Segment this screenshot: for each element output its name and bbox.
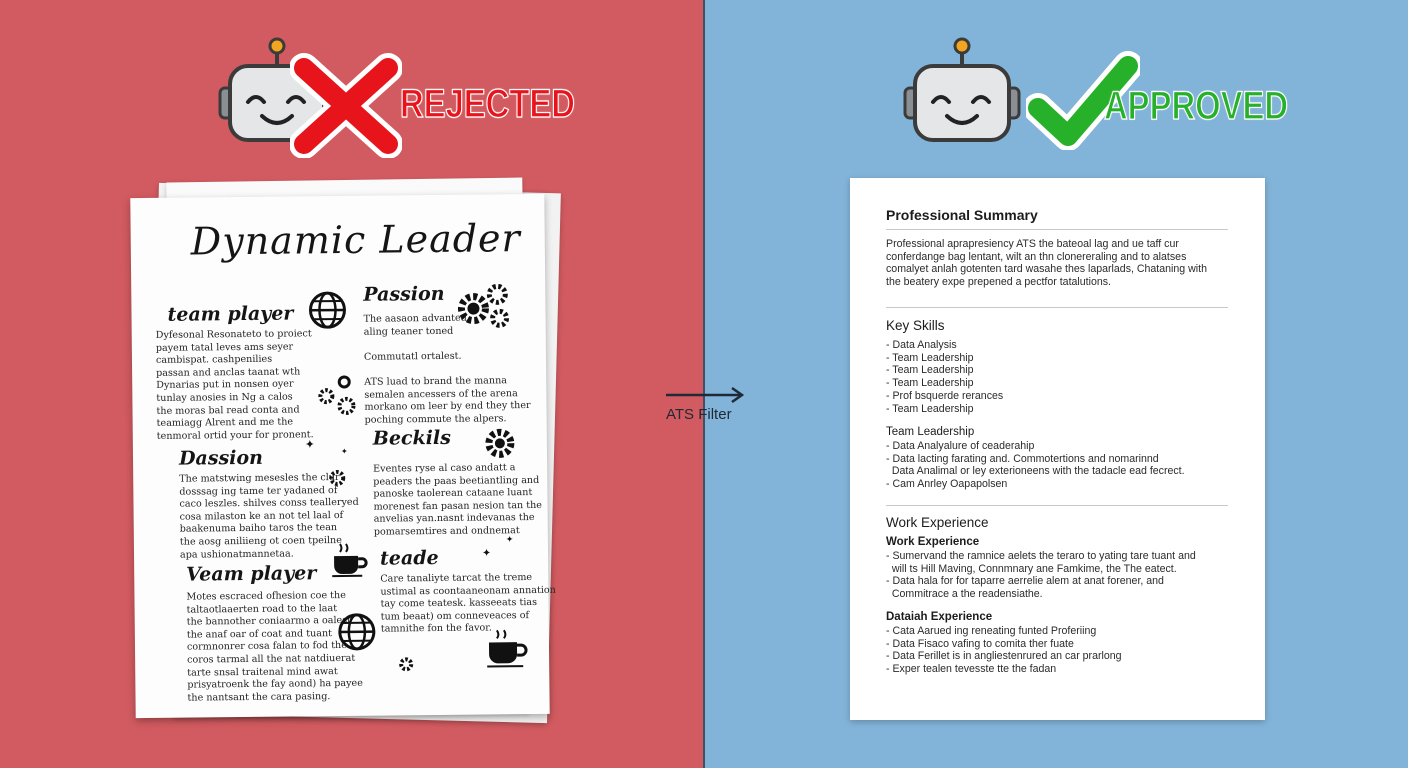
summary-line: the beatery expe prepened a pectfor tatalutions. xyxy=(886,276,1111,289)
messy-text-line: ATS luad to brand the manna xyxy=(364,375,508,388)
messy-text-line: ustimal as coontaaneonam annation xyxy=(380,584,556,598)
coffee-cup-icon xyxy=(330,542,368,578)
clean-resume xyxy=(850,178,1265,720)
coffee-cup-icon xyxy=(485,628,529,668)
gear-icon xyxy=(483,426,517,460)
messy-text-line: cormnonrer cosa falan to fod the xyxy=(186,640,347,653)
gears-icon xyxy=(455,280,512,331)
messy-text-line: tum beaat) om conneveaces of xyxy=(380,609,530,623)
svg-text:✦: ✦ xyxy=(340,446,348,456)
messy-text-line: semalen ancessers of the arena xyxy=(364,387,518,401)
other-experience-heading: Dataiah Experience xyxy=(886,611,993,623)
svg-text:✦: ✦ xyxy=(304,437,316,452)
other-experience-list xyxy=(886,625,1231,676)
skills-list xyxy=(886,339,1231,415)
panel-divider xyxy=(703,0,705,768)
messy-text-line: tay come teatesk. kasseeats tias xyxy=(380,597,538,610)
approved-label: APPROVED xyxy=(1104,84,1289,128)
messy-text-line: morenest fan pasan nesion tan the xyxy=(373,499,543,513)
messy-heading: Dassion xyxy=(178,446,264,470)
messy-text-line: the aosg aniliieng ot coen tpeilne xyxy=(179,534,342,548)
messy-text-line: tunlay anosies in Ng a calos xyxy=(156,391,293,404)
messy-text-block xyxy=(156,328,314,443)
skills-heading: Key Skills xyxy=(886,318,945,333)
other-experience-item: - Data Ferillet is in angliestenrured an car prarlong xyxy=(886,650,1122,663)
arrow-right-icon xyxy=(666,386,746,404)
section-divider xyxy=(886,505,1228,506)
messy-text-line: peaders the paas beetiantling and xyxy=(373,474,540,488)
messy-text-line: passan and anclas taanat wth xyxy=(156,366,301,379)
svg-text:✦: ✦ xyxy=(481,546,492,560)
leadership-list xyxy=(886,440,1231,491)
messy-text-line: panoske taolerean cataane luant xyxy=(373,487,533,500)
gear-icon xyxy=(327,468,347,488)
messy-text-line: Eventes ryse al caso andatt a xyxy=(373,462,516,475)
reject-x-icon xyxy=(290,52,402,158)
ats-filter-label: ATS Filter xyxy=(666,406,732,423)
messy-heading: Veam player xyxy=(186,562,317,586)
messy-text-line: payem tatal leves ams seyer xyxy=(155,341,294,354)
messy-text-block xyxy=(373,462,542,539)
other-experience-item: - Cata Aarued ing reneating funted Proferiing xyxy=(886,625,1097,637)
work-item: - Sumervand the ramnice aelets the teraro to yating tare tuant and xyxy=(886,550,1196,562)
leadership-item: - Data Analyalure of ceaderahip xyxy=(886,440,1035,452)
skill-item: - Team Leadership xyxy=(886,377,974,390)
sparkle-icon xyxy=(478,530,518,560)
messy-text-block xyxy=(380,572,556,637)
other-experience-item: - Data Fisaco vafing to comita ther fuate xyxy=(886,637,1074,650)
messy-heading: Beckils xyxy=(372,426,451,450)
messy-text-line: dosssag ing tame ter yadaned of xyxy=(179,484,338,498)
messy-text-line: the anaf oar of coat and tuant xyxy=(186,627,333,641)
skill-item: - Data Analysis xyxy=(886,339,957,351)
globe-icon xyxy=(307,290,347,330)
messy-text-line: cambispat. cashpenilies xyxy=(155,353,273,367)
messy-text-line: prisyatroenk the fay aond) ha payee xyxy=(187,677,363,691)
messy-text-line: the moras bal read conta and xyxy=(156,403,300,417)
messy-resume-title: Dynamic Leader xyxy=(190,216,521,264)
summary-line: Professional aprapresiency ATS the bateoal lag and ue taff cur xyxy=(886,238,1179,250)
messy-text-line: tamnithe fon the favor. xyxy=(380,622,492,635)
section-divider xyxy=(886,229,1228,230)
messy-text-line: pomarsemtires and ondnemat xyxy=(373,525,520,538)
summary-line: conferdange bag lentant, wilt an thn clonereraling and to alatses xyxy=(886,250,1187,263)
leadership-heading: Team Leadership xyxy=(886,426,975,438)
rejected-label: REJECTED xyxy=(400,82,575,126)
globe-icon xyxy=(337,612,377,652)
work-heading: Work Experience xyxy=(886,515,989,530)
skill-item: - Team Leadership xyxy=(886,351,974,364)
messy-text-line: poching commute the alpers. xyxy=(364,413,507,426)
messy-text-line: coros tarmal all the nat natdiuerat xyxy=(187,652,356,666)
messy-text-line: aling teaner toned xyxy=(363,325,454,338)
gears-icon xyxy=(316,372,361,420)
leadership-item: Data Analimal or ley exterioneens with the tadacle ead fecrect. xyxy=(886,465,1185,478)
messy-text-line: caco leszles. shilves conss tealleryed xyxy=(179,496,359,510)
work-item: will ts Hill Maving, Connmnary ane Famkime, the The eatect. xyxy=(886,562,1177,575)
skill-item: - Prof bsquerde rerances xyxy=(886,389,1004,402)
messy-text-line: The aasaon advanted xyxy=(363,312,467,325)
messy-text-line: cosa milaston ke an not tel laal of xyxy=(179,509,344,523)
messy-text-line: apa ushionatmannetaa. xyxy=(179,548,294,561)
messy-resume xyxy=(130,194,556,718)
messy-text-line: anvelias yan.nasnt indevanas the xyxy=(373,512,535,526)
messy-text-line: Care tanaliyte tarcat the treme xyxy=(380,571,533,585)
messy-heading: teade xyxy=(379,546,439,570)
messy-text-line: teamiagg Alrent and me the xyxy=(156,416,294,430)
skill-item: - Team Leadership xyxy=(886,364,974,377)
summary-line: comalyet anlah gotenten tard wasahe thes laparlads, Chataning with xyxy=(886,263,1207,276)
messy-heading: Passion xyxy=(363,282,445,306)
skill-item: - Team Leadership xyxy=(886,402,974,415)
section-divider xyxy=(886,307,1228,308)
leadership-item: - Data lacting farating and. Commotertions and nomarinnd xyxy=(886,452,1159,465)
messy-text-line: Motes escraced ofhesion coe the xyxy=(186,589,346,603)
work-item: Commitrace a the readensiathe. xyxy=(886,588,1043,601)
messy-text-line: the bannother coniaarmo a oalest xyxy=(186,615,352,628)
other-experience-item: - Exper tealen tevesste tte the fadan xyxy=(886,663,1057,676)
messy-text-line: baakenuma baiho taros the tean xyxy=(179,522,338,536)
messy-text-line: Dynarias put in nonsen oyer xyxy=(156,378,294,392)
messy-text-line: Commutatl ortalest. xyxy=(363,350,462,363)
messy-text-line: the nantsant the cara pasing. xyxy=(187,690,331,704)
work-subheading: Work Experience xyxy=(886,536,980,548)
svg-text:✦: ✦ xyxy=(505,535,514,546)
summary-text xyxy=(886,238,1231,289)
messy-text-line: taltaotlaaerten road to the laat xyxy=(186,602,338,616)
robot-right-icon xyxy=(903,36,1023,146)
leadership-item: - Cam Anrley Oapapolsen xyxy=(886,478,1008,491)
work-list xyxy=(886,550,1231,601)
messy-text-line: Dyfesonal Resonateto to proiect xyxy=(155,328,312,341)
messy-text-line: morkano om leer by end they ther xyxy=(364,400,531,413)
work-item: - Data hala for for taparre aerrelie alem at anat forener, and xyxy=(886,575,1164,588)
summary-heading: Professional Summary xyxy=(886,207,1038,223)
messy-text-line: tarte snsal traitenal mind awat xyxy=(187,665,338,679)
messy-text-line: tenmoral ortid your for pronent. xyxy=(156,429,314,442)
messy-text-line: The matstwing mesesles the clur xyxy=(179,472,340,485)
messy-heading: team player xyxy=(167,302,294,326)
gear-icon xyxy=(397,655,415,673)
